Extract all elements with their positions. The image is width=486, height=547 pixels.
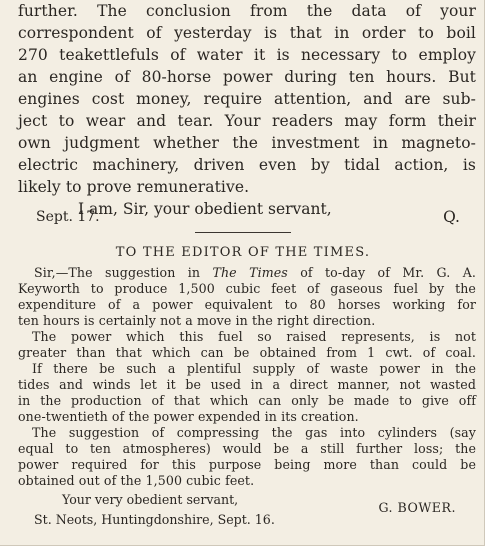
letter2-line: obtained out of the 1,500 cubic feet.	[18, 473, 255, 488]
letter2-line: If there be such a plentiful supply of waste power in the	[32, 361, 476, 376]
letter2-signoff	[20, 492, 476, 515]
letter2-line: one-twentieth of the power expended in its creation.	[18, 409, 359, 424]
letter1-line: engines cost money, require attention, and are sub-	[18, 90, 476, 108]
letter2-line: power required for this purpose being more than could be	[18, 457, 476, 472]
salutation-text: Sir,—The suggestion in	[34, 265, 213, 280]
newspaper-name: The Times	[212, 265, 288, 280]
letter2-address: St. Neots, Huntingdonshire, Sept. 16.	[34, 512, 275, 527]
letter2-address-row	[20, 512, 476, 528]
closing-text: I am, Sir, your obedient servant,	[78, 200, 332, 218]
letter2-line: expenditure of a power equivalent to 80 horses working for	[18, 297, 476, 312]
section-divider	[195, 232, 291, 233]
letter2-line: The suggestion of compressing the gas into cylinders (say	[32, 425, 476, 440]
letter1-line: correspondent of yesterday is that in order to boil	[18, 24, 476, 42]
letter1-signature: Q.	[443, 208, 460, 226]
letter1-line: 270 teakettlefuls of water it is necessary to employ	[18, 46, 476, 64]
letter1-line: own judgment whether the investment in magneto-	[18, 134, 476, 152]
salutation-tail: of to-day of Mr. G. A.	[287, 265, 476, 280]
letter2-first-line	[34, 265, 476, 281]
letter1-line: electric machinery, driven even by tidal action, is	[18, 156, 476, 174]
letter2-line: tides and winds let it be used in a direct manner, not wasted	[18, 377, 476, 392]
letter1-date: Sept. 17.	[36, 209, 100, 225]
letter2-signature: G. BOWER.	[378, 500, 456, 515]
letter1-line: further. The conclusion from the data of your	[18, 2, 476, 20]
letter2-line: greater than that which can be obtained from 1 cwt. of coal.	[18, 345, 476, 360]
letter1-line: likely to prove remunerative.	[18, 178, 250, 196]
letter2-line: in the production of that which can only be made to give off	[18, 393, 476, 408]
letter2-line: The power which this fuel so raised represents, is not	[32, 329, 476, 344]
letter1-line: ject to wear and tear. Your readers may form their	[18, 112, 476, 130]
letter1-line: an engine of 80-horse power during ten hours. But	[18, 68, 476, 86]
section-heading: TO THE EDITOR OF THE TIMES.	[115, 245, 371, 260]
letter2-line: Keyworth to produce 1,500 cubic feet of gaseous fuel by the	[18, 281, 476, 296]
letter2-line: equal to ten atmospheres) would be a still further loss; the	[18, 441, 476, 456]
letter1-signoff	[36, 206, 474, 228]
letter2-line: ten hours is certainly not a move in the right direction.	[18, 313, 376, 328]
letter2-closing: Your very obedient servant,	[62, 492, 239, 507]
